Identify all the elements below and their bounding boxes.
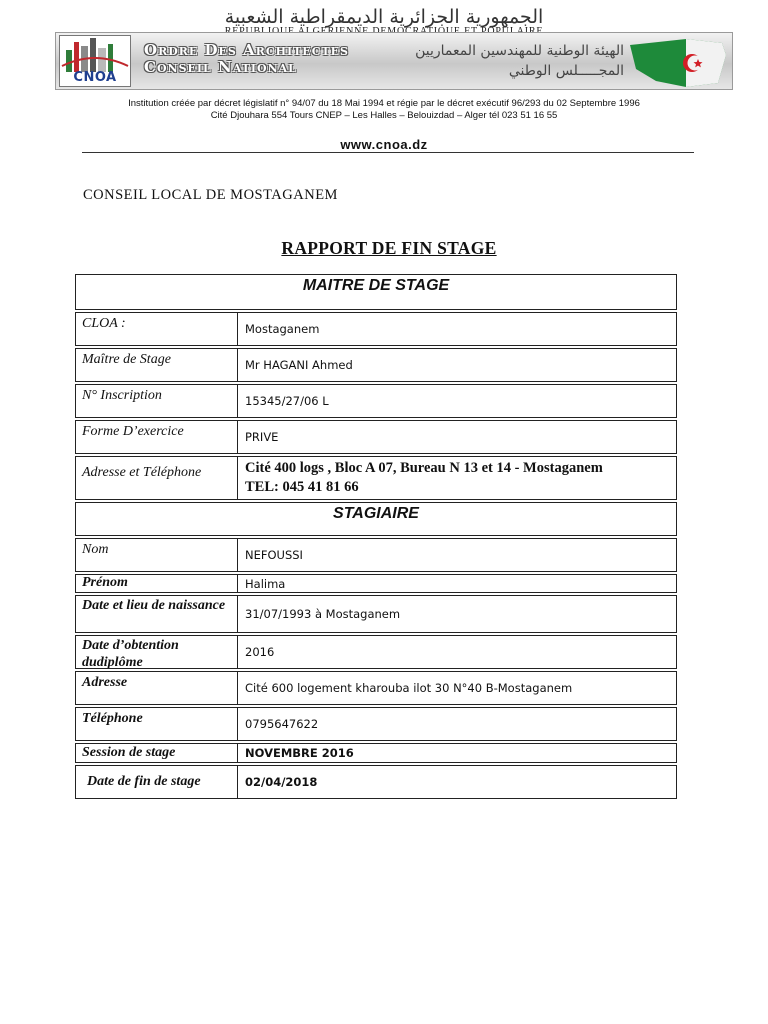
field-label: Prénom — [76, 575, 238, 592]
ordre-line-2: Conseil National — [144, 58, 297, 76]
field-value: 0795647622 — [245, 717, 319, 731]
field-label: Session de stage — [76, 744, 238, 762]
cnoa-logo — [59, 35, 131, 87]
logo-text: CNOA — [73, 70, 117, 85]
field-label: Maître de Stage — [76, 349, 238, 381]
field-label: Téléphone — [76, 708, 238, 740]
ordre-title — [144, 42, 349, 76]
stagiaire-section-header — [75, 502, 677, 536]
institution-address: Cité Djouhara 554 Tours CNEP – Les Halles – Belouizdad – Alger tél 023 51 16 55 — [210, 110, 558, 121]
form-row — [75, 348, 677, 382]
building-skyline-icon — [60, 36, 130, 72]
form-row — [75, 743, 677, 763]
field-value: Mostaganem — [245, 322, 320, 336]
form-row — [75, 574, 677, 593]
field-value: 31/07/1993 à Mostaganem — [245, 607, 401, 621]
field-value: Halima — [245, 576, 286, 591]
field-label: Adresse et Téléphone — [76, 457, 238, 499]
report-title: RAPPORT DE FIN STAGE — [281, 238, 497, 258]
form-row — [75, 538, 677, 572]
header-banner — [55, 32, 733, 90]
field-label: Date de fin de stage — [76, 766, 238, 798]
field-label: Forme D’exercice — [76, 421, 238, 453]
header-divider — [82, 152, 694, 153]
form-row — [75, 671, 677, 705]
form-row — [75, 456, 677, 500]
section-heading: MAITRE DE STAGE — [302, 277, 450, 294]
field-value: Mr HAGANI Ahmed — [245, 358, 353, 372]
field-label: CLOA : — [76, 313, 238, 345]
form-row — [75, 707, 677, 741]
institution-info — [0, 98, 768, 122]
field-value: NOVEMBRE 2016 — [245, 746, 354, 760]
field-value: PRIVE — [245, 430, 279, 444]
field-value: Cité 600 logement kharouba ilot 30 N°40 B-Mostaganem — [245, 681, 573, 695]
website-link[interactable]: www.cnoa.dz — [340, 137, 428, 152]
field-value: NEFOUSSI — [245, 548, 303, 562]
report-form — [75, 274, 677, 801]
ordre-line-1: Ordre Des Architectes — [144, 41, 349, 59]
field-label: Date et lieu de naissance — [76, 596, 238, 632]
conseil-local-title: CONSEIL LOCAL DE MOSTAGANEM — [83, 187, 338, 203]
arabic-council-title — [415, 41, 624, 81]
arabic-republic-title: الجمهورية الجزائرية الديمقراطية الشعبية — [224, 6, 544, 28]
field-label: Date d’obtention dudiplôme — [76, 636, 238, 668]
institution-decree: Institution créée par décret législatif n° 94/07 du 18 Mai 1994 et régie par le décret exécutif 96/293 du 02 Septembre 1996 — [128, 98, 640, 109]
form-row — [75, 765, 677, 799]
form-row — [75, 420, 677, 454]
field-label: N° Inscription — [76, 385, 238, 417]
maitre-section-header — [75, 274, 677, 310]
field-value — [238, 457, 676, 499]
arabic-line-1: الهيئة الوطنية للمهندسين المعماريين — [415, 43, 624, 59]
field-value: 2016 — [245, 645, 275, 659]
telephone-line: TEL: 045 41 81 66 — [245, 479, 359, 495]
section-heading: STAGIAIRE — [333, 505, 419, 522]
arabic-line-2: المجـــــلس الوطني — [508, 63, 624, 79]
form-row — [75, 384, 677, 418]
form-row — [75, 595, 677, 633]
field-label: Adresse — [76, 672, 238, 704]
field-value: 02/04/2018 — [245, 775, 318, 789]
address-line: Cité 400 logs , Bloc A 07, Bureau N 13 et 14 - Mostaganem — [245, 460, 603, 476]
field-value: 15345/27/06 L — [245, 394, 329, 408]
algeria-map-flag-icon — [626, 35, 730, 89]
form-row — [75, 635, 677, 669]
form-row — [75, 312, 677, 346]
field-label: Nom — [76, 539, 238, 571]
